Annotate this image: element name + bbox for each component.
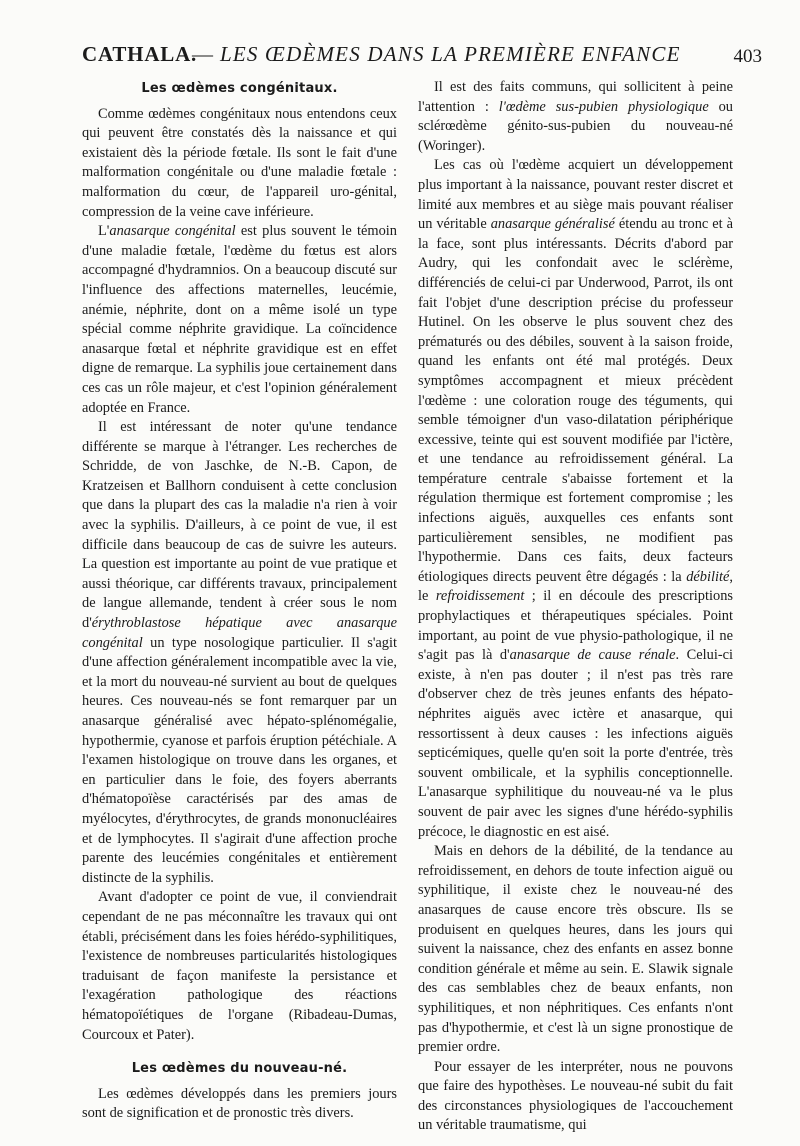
italic-term: érythroblastose hépatique avec anasarque congénital xyxy=(82,615,397,651)
paragraph: Il est des faits communs, qui sollicitent à peine l'attention : l'œdème sus-pubien physiologique ou sclérœdème génito-sus-pubien du nouveau-né (Woringer). xyxy=(418,79,733,154)
paragraph: Les œdèmes développés dans les premiers jours sont de signification et de pronostic très divers. xyxy=(82,1085,397,1122)
running-title: LES ŒDÈMES DANS LA PREMIÈRE ENFANCE xyxy=(220,42,681,66)
paragraph: L'anasarque congénital est plus souvent le témoin d'une maladie fœtale, l'œdème du fœtus est alors accompagné d'hydramnios. On a beaucoup discuté sur l'influence des affections maternelles, leucémie, anémie, néphrite, dont on a même isolé un type spécial comme néphrite gravidique. La coïncidence anasarque fœtal et néphrite gravidique est en effet digne de remarque. La syphilis joue certainement dans ces cas un rôle majeur, et c'est l'opinion généralement adoptée en France. xyxy=(82,223,397,416)
header-dash: — xyxy=(192,42,213,66)
right-column xyxy=(418,78,733,1134)
section-heading-congenital: Les œdèmes congénitaux. xyxy=(141,81,338,96)
left-column xyxy=(82,78,397,1122)
running-header xyxy=(82,42,762,76)
paragraph: Pour essayer de les interpréter, nous ne pouvons que faire des hypothèses. Le nouveau-né subit du fait des circonstances physiologiques de l'accouchement un véritable traumatisme, qui xyxy=(418,1058,733,1134)
section-heading-newborn: Les œdèmes du nouveau-né. xyxy=(131,1061,348,1077)
author-name: CATHALA. xyxy=(82,42,198,66)
paragraph: Mais en dehors de la débilité, de la tendance au refroidissement, en dehors de toute infection aiguë ou syphilitique, il existe chez le nouveau-né des anasarques de cause encore très obscure. Ils se produisent en quelques heures, dans les jours qui suivent la naissance, chez des enfants en assez bonne condition générale et même au sein. E. Slawik signale des cas semblables chez de beaux enfants, non syphilitiques, et non néphritiques. Ces enfants n'ont pas d'hypothermie, et c'est là un signe pronostique de premier ordre. xyxy=(418,843,733,1056)
page-number: 403 xyxy=(733,46,762,67)
paragraph: Comme œdèmes congénitaux nous entendons ceux qui peuvent être constatés dès la naissance et qui existaient dès la période fœtale. Ils sont le fait d'une malformation congénitale ou d'une maladie fœtale : malformation du cœur, de l'appareil uro-génital, compression de la veine cave inférieure. xyxy=(82,105,397,220)
italic-term: l'œdème sus-pubien physiologique xyxy=(498,98,709,115)
italic-term: débilité xyxy=(686,568,730,585)
paragraph: Il est intéressant de noter qu'une tendance différente se marque à l'étranger. Les recherches de Schridde, de von Jaschke, de N.-B. Capon, de Kratzeisen et Ballhorn conduisent à cette conclusion que dans la plupart des cas la maladie n'a rien à voir avec la syphilis. D'ailleurs, à ce point de vue, il est difficile dans beaucoup de cas de suivre les auteurs. La question est importante au point de vue pratique et aussi théorique, car différents travaux, principalement de langue allemande, tendent à créer sous le nom d'érythroblastose hépatique avec anasarque congénital un type nosologique particulier. Il s'agit d'une affection généralement incompatible avec la vie, et la mort du nouveau-né survient au bout de quelques heures. Ces nouveau-nés se font remarquer par un anasarque généralisé avec hépato-splénomégalie, hypothermie, cyanose et parfois éruption pétéchiale. A l'examen histologique on trouve dans les organes, et en particulier dans le foie, des foyers aberrants d'hématopoïèse caractérisés par des amas de myélocytes, d'érythrocytes, de grands mononucléaires et de lymphocytes. Il s'agirait d'une affection proche parente des leucémies congénitales et entièrement distincte de la syphilis. xyxy=(82,419,397,886)
paragraph: Les cas où l'œdème acquiert un développement plus important à la naissance, pouvant rester discret et limité aux membres et au siège mais pouvant réaliser un véritable anasarque généralisé étendu au tronc et à la face, sont plus intéressants. Décrits d'abord par Audry, qui les confondait avec le sclérème, différenciés de celui-ci par Underwood, Parrot, ils ont fait l'objet d'une description précise du professeur Hutinel. On les observe le plus souvent chez des prématurés ou des débiles, souvent à la saison froide, quand les enfants ont été mal protégés. Deux symptômes accompagnent et mieux précèdent l'œdème : une coloration rouge des téguments, qui semble témoigner d'un vaso-dilatation périphérique excessive, teinte qui est souvent modifiée par l'ictère, et une tendance au refroidissement général. La température centrale s'abaisse fortement et la régulation thermique est fortement compromise ; les infections aiguës, auxquelles ces enfants sont particulièrement sensibles, ne modifient pas l'hypothermie. Dans ces faits, deux facteurs étiologiques directs peuvent être dégagés : la débilité, le refroidissement ; il en découle des prescriptions prophylactiques et thérapeutiques spéciales. Point important, au point de vue physio-pathologique, il ne s'agit pas là d'anasarque de cause rénale. Celui-ci existe, à n'en pas douter ; il n'est pas très rare d'observer chez de très jeunes enfants des hépato-néphrites aiguës avec ictère et anasarque, qui ressortissent à deux causes : les infections aiguës septicémiques, quelle qu'en soit la porte d'entrée, très souvent ombilicale, et la syphilis conceptionnelle. L'anasarque syphilitique du nouveau-né va le plus souvent de pair avec les signes d'une hérédo-syphilis précoce, le diagnostic en est aisé. xyxy=(418,157,733,840)
paragraph: Avant d'adopter ce point de vue, il conviendrait cependant de ne pas méconnaître les travaux qui ont établi, précisément dans les foies hérédo-syphilitiques, l'existence de nombreuses particularités histologiques traduisant de façon manifeste la persistance et l'exagération pathologique des réactions hématopoïétiques de l'organe (Ribadeau-Dumas, Courcoux et Pater). xyxy=(82,889,397,1043)
italic-term: refroidissement xyxy=(435,588,525,605)
italic-term: anasarque de cause rénale xyxy=(509,647,676,664)
italic-term: anasarque généralisé xyxy=(490,216,615,233)
italic-term: anasarque congénital xyxy=(109,223,236,240)
